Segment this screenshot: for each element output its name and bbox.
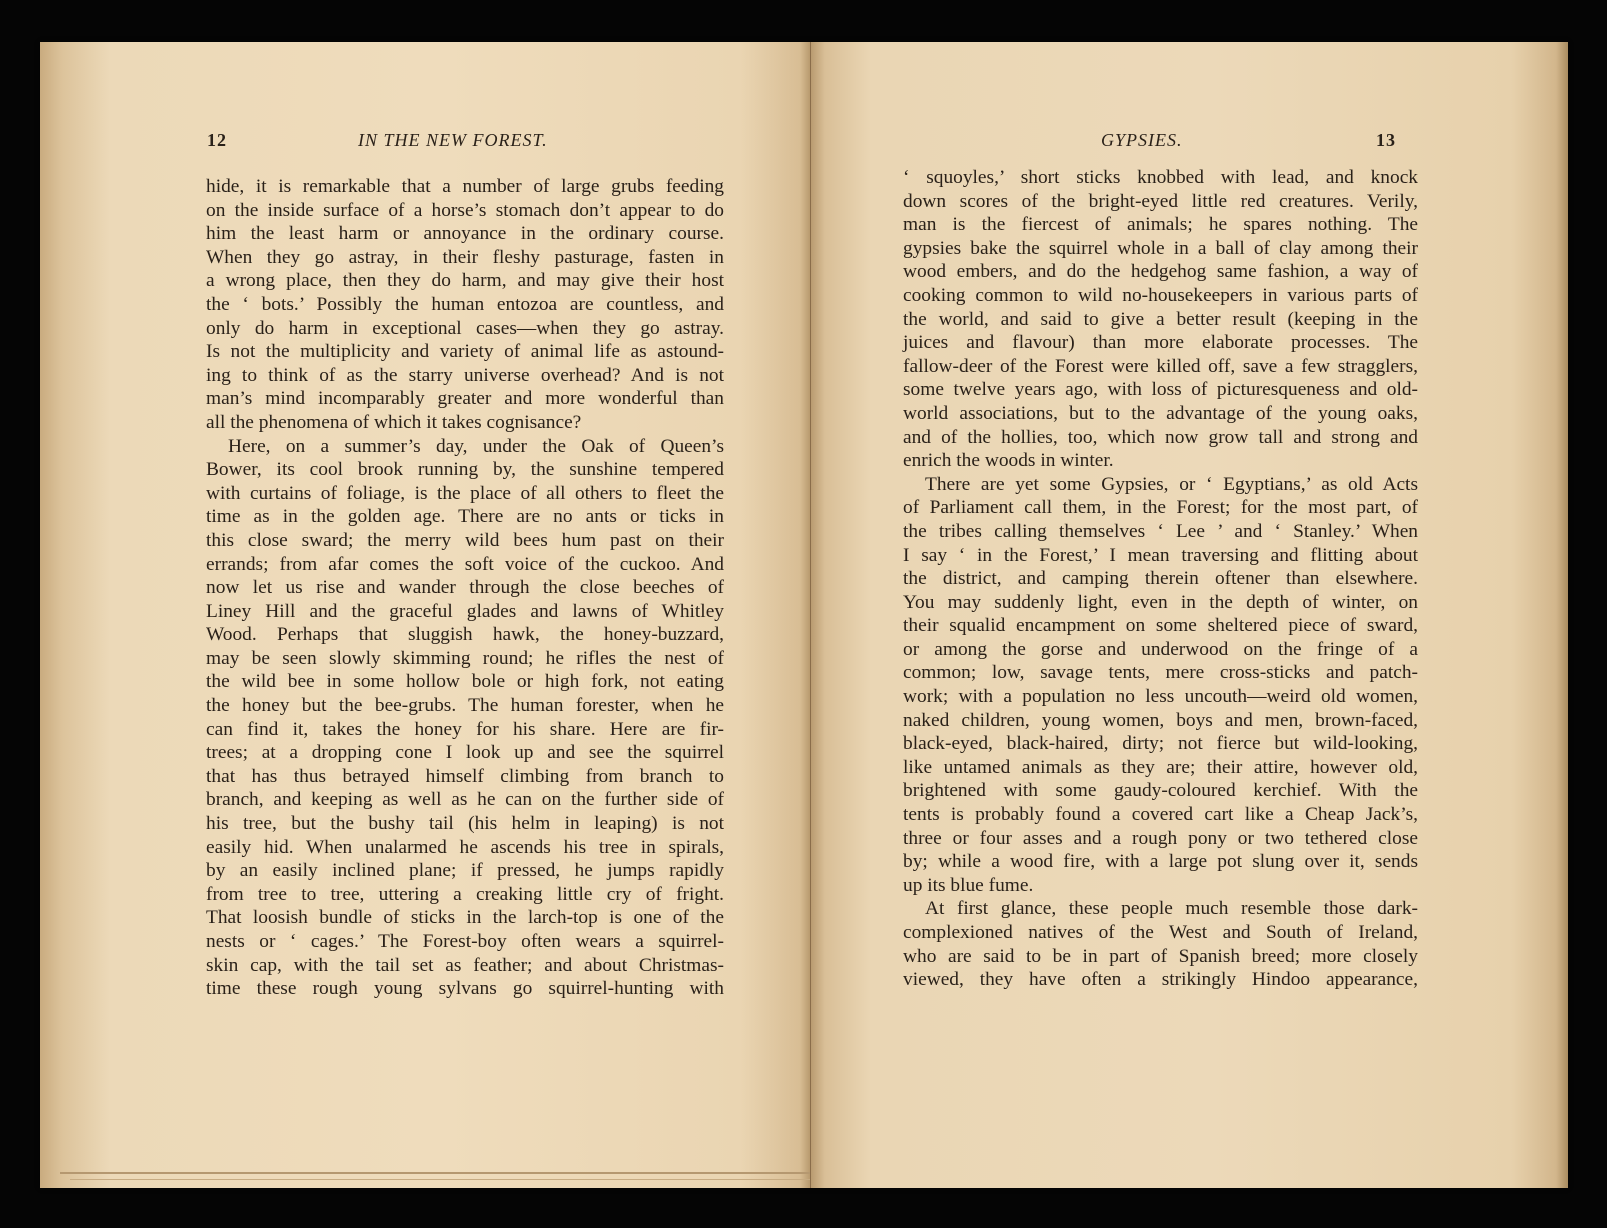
text-line: fallow-deer of the Forest were killed off, save a few stragglers, xyxy=(903,355,1418,377)
text-line: wood embers, and do the hedgehog same fashion, a way of xyxy=(903,261,1418,283)
text-line: gypsies bake the squirrel whole in a ball of clay among their xyxy=(903,237,1418,259)
text-line: cooking common to wild no-housekeepers in various parts of xyxy=(903,284,1418,306)
text-line: Is not the multiplicity and variety of animal life as astound- xyxy=(206,341,724,363)
text-line: may be seen slowly skimming round; he rifles the nest of xyxy=(206,647,724,669)
text-line: That loosish bundle of sticks in the larch-top is one of the xyxy=(206,907,724,929)
text-line: the honey but the bee-grubs. The human forester, when he xyxy=(206,695,724,717)
left-page-body xyxy=(206,175,724,1001)
text-line: easily hid. When unalarmed he ascends his tree in spirals, xyxy=(206,836,724,858)
text-line: man’s mind incomparably greater and more wonderful than xyxy=(206,388,724,410)
right-page-body xyxy=(903,166,1418,992)
text-line: him the least harm or annoyance in the ordinary course. xyxy=(206,223,724,245)
text-line: now let us rise and wander through the close beeches of xyxy=(206,577,724,599)
text-line: some twelve years ago, with loss of picturesqueness and old- xyxy=(903,379,1418,401)
text-line: complexioned natives of the West and South of Ireland, xyxy=(903,922,1418,943)
text-line: viewed, they have often a strikingly Hindoo appearance, xyxy=(903,969,1418,991)
text-line: There are yet some Gypsies, or ‘ Egyptians,’ as old Acts xyxy=(925,473,1418,495)
text-line: his tree, but the bushy tail (his helm in leaping) is not xyxy=(206,813,724,835)
text-line: ing to think of as the starry universe overhead? And is not xyxy=(206,364,724,386)
page-edge-divider xyxy=(70,1179,810,1180)
page-number-right: 13 xyxy=(1376,130,1396,150)
text-line: who are said to be in part of Spanish breed; more closely xyxy=(903,945,1418,967)
text-line: only do harm in exceptional cases—when they go astray. xyxy=(206,317,724,339)
page-edge-divider xyxy=(60,1172,810,1174)
text-line: and of the hollies, too, which now grow tall and strong and xyxy=(903,426,1418,448)
text-line: the world, and said to give a better result (keeping in the xyxy=(903,308,1418,330)
text-line: a wrong place, then they do harm, and may give their host xyxy=(206,270,724,292)
text-line: of Parliament call them, in the Forest; for the most part, of xyxy=(903,497,1418,519)
text-line: time as in the golden age. There are no ants or ticks in xyxy=(206,506,724,528)
text-line: time these rough young sylvans go squirrel-hunting with xyxy=(206,978,724,1000)
text-line: Here, on a summer’s day, under the Oak of Queen’s xyxy=(228,435,724,457)
text-line: the wild bee in some hollow bole or high fork, not eating xyxy=(206,671,724,693)
text-line: juices and flavour) than more elaborate processes. The xyxy=(903,332,1418,354)
text-line: branch, and keeping as well as he can on the further side of xyxy=(206,789,724,811)
text-line: three or four asses and a rough pony or two tethered close xyxy=(903,827,1418,849)
text-line: all the phenomena of which it takes cognisance? xyxy=(206,411,582,433)
text-line: the ‘ bots.’ Possibly the human entozoa are countless, and xyxy=(206,293,724,315)
text-line: this close sward; the merry wild bees hum past on their xyxy=(206,529,724,551)
text-line: on the inside surface of a horse’s stomach don’t appear to do xyxy=(206,199,724,221)
text-line: nests or ‘ cages.’ The Forest-boy often wears a squirrel- xyxy=(206,931,724,952)
text-line: with curtains of foliage, is the place of all others to fleet the xyxy=(206,482,724,504)
text-line: up its blue fume. xyxy=(903,874,1034,896)
text-line: that has thus betrayed himself climbing from branch to xyxy=(206,765,724,787)
text-line: the tribes calling themselves ‘ Lee ’ and ‘ Stanley.’ When xyxy=(903,520,1418,542)
text-line: down scores of the bright-eyed little red creatures. Verily, xyxy=(903,190,1418,212)
text-line: world associations, but to the advantage of the young oaks, xyxy=(903,402,1418,424)
left-page xyxy=(40,42,811,1188)
text-line: common; low, savage tents, mere cross-sticks and patch- xyxy=(903,662,1418,684)
text-line: their squalid encampment on some sheltered piece of sward, xyxy=(903,615,1418,637)
text-line: black-eyed, black-haired, dirty; not fierce but wild-looking, xyxy=(903,733,1418,755)
text-line: enrich the woods in winter. xyxy=(903,450,1114,472)
text-line: naked children, young women, boys and men, brown-faced, xyxy=(903,709,1418,731)
text-line: errands; from afar comes the soft voice of the cuckoo. And xyxy=(206,553,724,575)
text-line: work; with a population no less uncouth—weird old women, xyxy=(903,686,1418,708)
text-line: can find it, takes the honey for his share. Here are fir- xyxy=(206,718,724,740)
text-line: trees; at a dropping cone I look up and see the squirrel xyxy=(206,742,724,764)
text-line: by an easily inclined plane; if pressed, he jumps rapidly xyxy=(206,860,724,882)
text-line: At first glance, these people much resemble those dark- xyxy=(925,898,1418,920)
text-line: like untamed animals as they are; their attire, however old, xyxy=(903,756,1418,778)
text-line: by; while a wood fire, with a large pot slung over it, sends xyxy=(903,851,1418,873)
text-line: man is the fiercest of animals; he spares nothing. The xyxy=(903,214,1418,236)
text-line: from tree to tree, uttering a creaking little cry of fright. xyxy=(206,883,724,905)
text-line: hide, it is remarkable that a number of large grubs feeding xyxy=(206,176,724,197)
text-line: You may suddenly light, even in the depth of winter, on xyxy=(903,591,1418,613)
text-line: Wood. Perhaps that sluggish hawk, the honey-buzzard, xyxy=(206,624,724,646)
running-title-right: GYPSIES. xyxy=(1101,130,1183,150)
running-title-left: IN THE NEW FOREST. xyxy=(358,130,548,150)
text-line: skin cap, with the tail set as feather; and about Christmas- xyxy=(206,954,724,976)
text-line: When they go astray, in their fleshy pasturage, fasten in xyxy=(206,246,724,268)
text-line: or among the gorse and underwood on the fringe of a xyxy=(903,638,1418,660)
open-book xyxy=(40,42,1568,1188)
text-line: Liney Hill and the graceful glades and lawns of Whitley xyxy=(206,600,724,622)
page-number-left: 12 xyxy=(207,130,227,150)
text-line: tents is probably found a covered cart like a Cheap Jack’s, xyxy=(903,804,1418,826)
text-line: I say ‘ in the Forest,’ I mean traversing and flitting about xyxy=(903,544,1418,566)
right-page xyxy=(811,42,1568,1188)
text-line: Bower, its cool brook running by, the sunshine tempered xyxy=(206,459,724,481)
text-line: brightened with some gaudy-coloured kerchief. With the xyxy=(903,780,1418,802)
text-line: the district, and camping therein oftener than elsewhere. xyxy=(903,568,1418,590)
text-line: ‘ squoyles,’ short sticks knobbed with lead, and knock xyxy=(903,167,1418,188)
